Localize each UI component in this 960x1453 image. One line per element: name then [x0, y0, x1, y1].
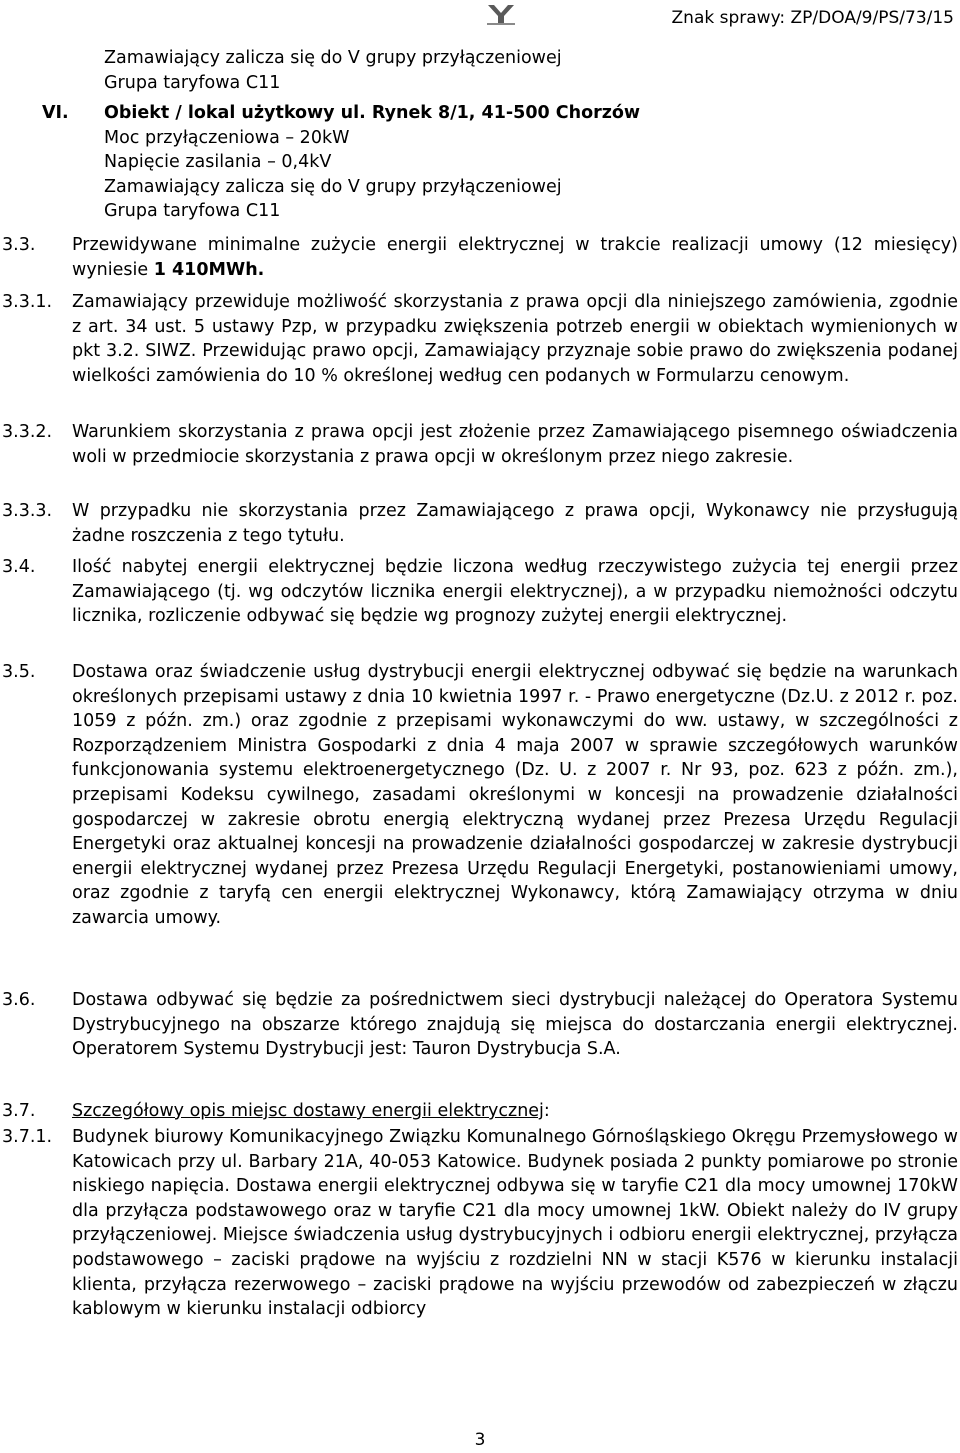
item-number: 3.3. [2, 235, 36, 255]
item-number: 3.6. [2, 990, 36, 1010]
item-text: Ilość nabytej energii elektrycznej będzie liczona według rzeczywistego zużycia tej energii przez Zamawiającego (tj. wg odczytów licznika energii elektrycznej), a w przypadku niemożności odczytu licznika, rozliczenie odbywać się będzie wg prognozy zużytej energii elektrycznej. [72, 557, 958, 627]
top-lines [0, 46, 960, 95]
consumption-value: 1 410MWh. [153, 259, 265, 280]
item-text: Przewidywane minimalne zużycie energii elektrycznej w trakcie realizacji umowy (12 miesięcy) wyniesie [72, 235, 958, 280]
heading-colon: : [543, 1101, 550, 1121]
tariff-group-line: Grupa taryfowa C11 [104, 72, 281, 93]
item-3-5 [0, 660, 960, 931]
case-reference: Znak sprawy: ZP/DOA/9/PS/73/15 [671, 8, 954, 28]
section-vi-title: Obiekt / lokal użytkowy ul. Rynek 8/1, 41-500 Chorzów [104, 103, 641, 123]
item-number: 3.3.2. [2, 422, 53, 442]
item-3-3-2 [0, 420, 960, 469]
item-number: 3.3.1. [2, 292, 53, 312]
grid-group-line: Zamawiający zalicza się do V grupy przyłączeniowej [104, 48, 562, 68]
item-text: Zamawiający przewiduje możliwość skorzystania z prawa opcji dla niniejszego zamówienia, zgodnie z art. 34 ust. 5 ustawy Pzp, w przypadku zwiększenia potrzeb energii w obiektach wymienionych w pkt 3.2. SIWZ. Przewidując prawo opcji, Zamawiający przyznaje sobie prawo do zwiększenia podanej wielkości zamówienia do 10 % określonej według cen podanych w Formularzu cenowym. [72, 292, 958, 386]
item-3-7-1 [0, 1125, 960, 1322]
organization-logo-icon [484, 3, 518, 27]
tariff-group-line: Grupa taryfowa C11 [104, 201, 281, 222]
item-text: Dostawa oraz świadczenie usług dystrybucji energii elektrycznej odbywać się będzie na warunkach określonych przepisami ustawy z dnia 10 kwietnia 1997 r. - Prawo energetyczne (Dz.U. z 2012 r. poz. 1059 z późn. zm.) oraz zgodnie z przepisami wykonawczymi do ww. ustawy, w szczególności z Rozporządzeniem Ministra Gospodarki z dnia 4 maja 2007 w sprawie szczegółowych warunków funkcjonowania systemu elektroenergetycznego (Dz. U. z 2007 r. Nr 93, poz. 623 z późn. zm.), przepisami Kodeksu cywilnego, zasadami określonymi w koncesji na prowadzenie działalności gospodarczej w zakresie obrotu energią elektryczną wydanej przez Prezesa Urzędu Regulacji Energetyki oraz aktualnej koncesji na prowadzenie działalności gospodarczej w zakresie dystrybucji energii elektrycznej wydanej przez Prezesa Urzędu Regulacji Energetyki, postanowieniami umowy, oraz zgodnie z taryfą cen energii elektrycznej Wykonawcy, którą Zamawiający otrzyma w dniu zawarcia umowy. [72, 662, 958, 928]
page-number: 3 [474, 1430, 486, 1450]
item-text: Dostawa odbywać się będzie za pośrednictwem sieci dystrybucji należącej do Operatora Systemu Dystrybucyjnego na obszarze którego znajdują się miejsca do dostarczania energii elektrycznej. Operatorem Systemu Dystrybucji jest: Tauron Dystrybucja S.A. [72, 990, 958, 1060]
item-number: 3.7.1. [2, 1127, 53, 1147]
section-vi [0, 101, 960, 224]
item-3-3-1 [0, 290, 960, 388]
section-vi-number: VI. [42, 103, 69, 123]
item-3-4 [0, 555, 960, 629]
item-text: W przypadku nie skorzystania przez Zamawiającego z prawa opcji, Wykonawcy nie przysługują żadne roszczenia z tego tytułu. [72, 501, 958, 546]
item-number: 3.4. [2, 557, 36, 577]
item-text: Budynek biurowy Komunikacyjnego Związku Komunalnego Górnośląskiego Okręgu Przemysłowego w Katowicach przy ul. Barbary 21A, 40-053 Katowice. Budynek posiada 2 punkty pomiarowe po stronie niskiego napięcia. Dostawa energii elektrycznej odbywa się w taryfie C21 dla mocy umownej 170kW dla przyłącza podstawowego oraz w taryfie C21 dla mocy umownej 1kW. Obiekt należy do IV grupy przyłączeniowej. Miejsce świadczenia usług dystrybucyjnych i odbioru energii elektrycznej, przyłącza podstawowego – zaciski prądowe na wyjściu z rozdzielni NN w stacji K576 w kierunku instalacji klienta, przyłącza rezerwowego – zaciski prądowe na wyjściu przewodów od zabezpieczeń w złączu kablowym w kierunku instalacji odbiorcy [72, 1127, 958, 1320]
item-number: 3.7. [2, 1101, 36, 1121]
item-3-6 [0, 988, 960, 1062]
item-number: 3.3.3. [2, 501, 53, 521]
delivery-locations-heading: Szczegółowy opis miejsc dostawy energii elektrycznej [72, 1101, 544, 1121]
item-3-3-3 [0, 499, 960, 548]
item-number: 3.5. [2, 662, 36, 682]
connection-power-line: Moc przyłączeniowa – 20kW [104, 127, 350, 148]
item-3-7 [0, 1099, 960, 1124]
item-3-3 [0, 233, 960, 282]
grid-group-line: Zamawiający zalicza się do V grupy przyłączeniowej [104, 176, 562, 197]
item-text: Warunkiem skorzystania z prawa opcji jest złożenie przez Zamawiającego pisemnego oświadczenia woli w przedmiocie skorzystania z prawa opcji w określonym przez niego zakresie. [72, 422, 958, 467]
supply-voltage-line: Napięcie zasilania – 0,4kV [104, 152, 332, 173]
